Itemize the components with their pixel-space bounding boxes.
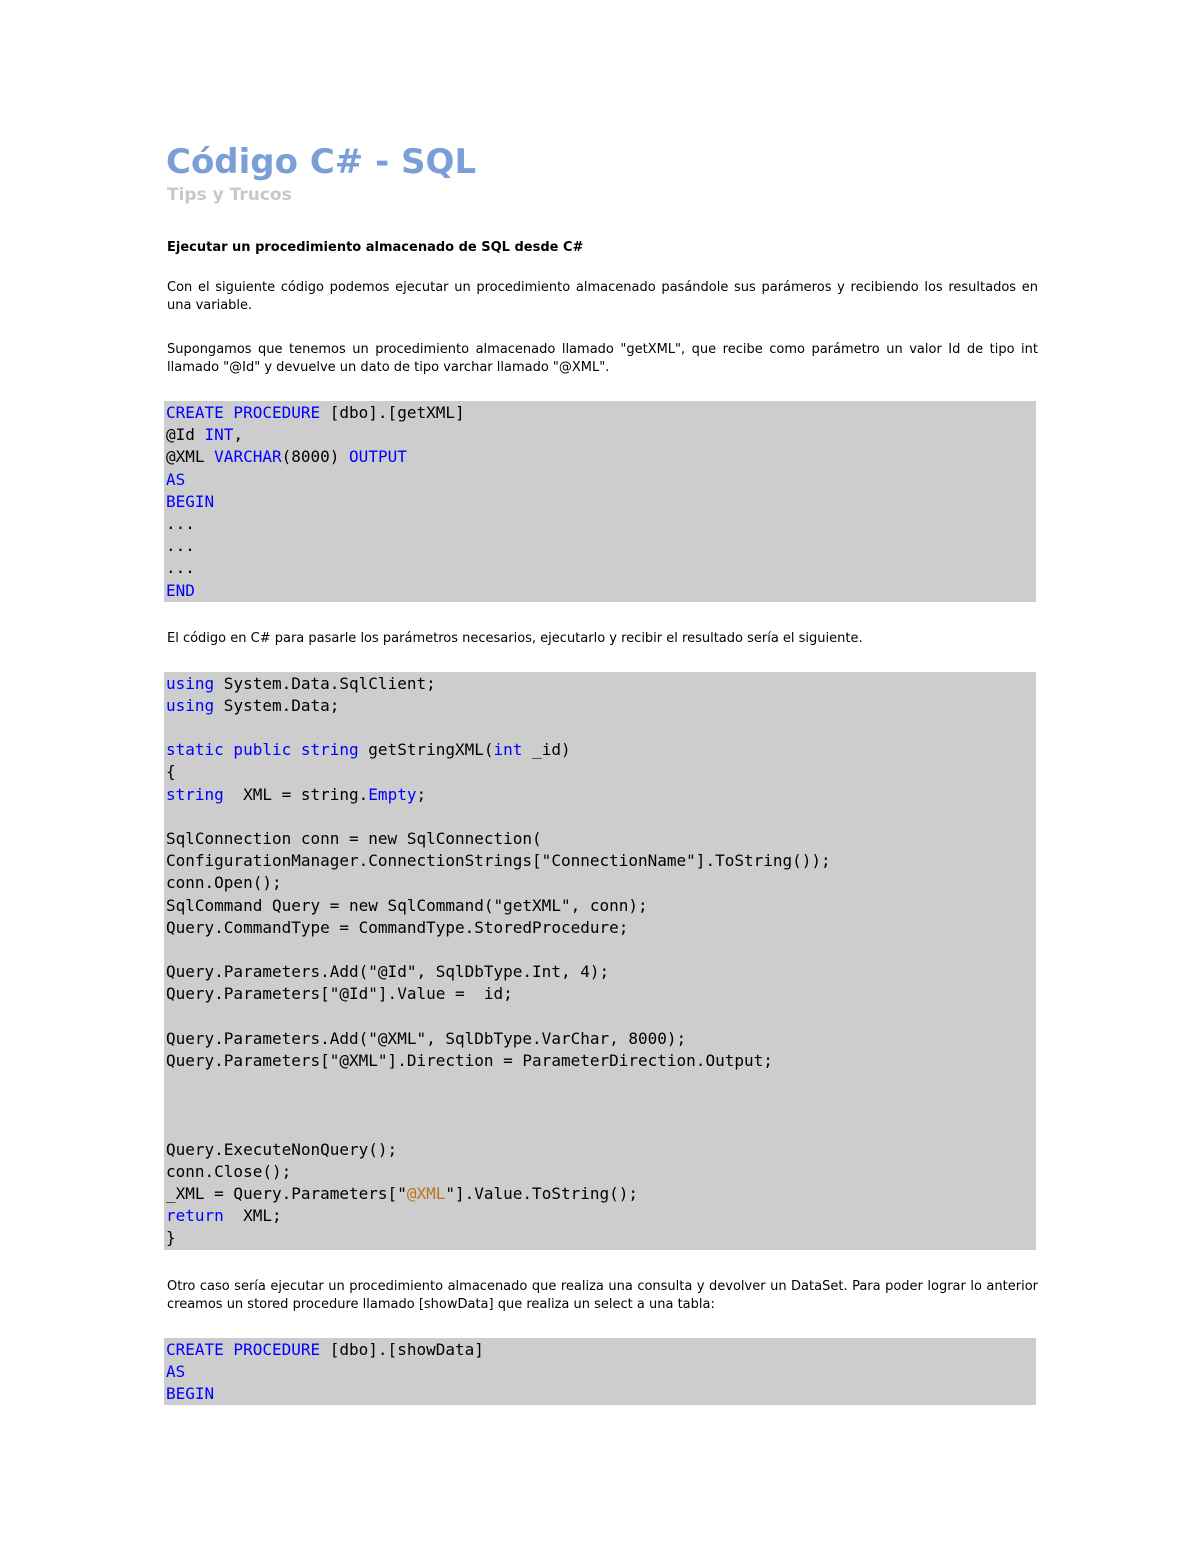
paragraph-csharp-intro: El código en C# para pasarle los parámetros necesarios, ejecutarlo y recibir el resultado sería el siguiente. [167,630,863,646]
code-token: return [166,1206,224,1226]
code-line [166,917,1036,939]
code-line [166,695,1036,717]
code-line [166,1116,1036,1138]
code-token: System.Data; [214,695,340,715]
code-token: @Id [166,425,205,445]
code-line [166,557,1036,579]
code-token: BEGIN [166,491,215,511]
code-token: ... [166,513,195,533]
code-line [166,513,1036,535]
code-token: INT [204,425,234,445]
code-token: XML; [223,1206,282,1226]
code-line [166,1339,1036,1361]
code-token: Query.CommandType = CommandType.StoredProcedure; [166,917,629,937]
code-token: static public string [166,740,359,760]
code-token: string [166,784,224,804]
code-token: { [166,762,176,782]
code-line [166,1072,1036,1094]
code-line [166,828,1036,850]
code-token: [dbo].[showData] [320,1339,484,1359]
code-token: Query.Parameters["@Id"].Value = id; [166,984,513,1004]
code-line [166,402,1036,424]
code-token: ; [416,784,427,804]
code-token: END [166,580,195,600]
code-token: ... [166,558,195,578]
paragraph-dataset-case: Otro caso sería ejecutar un procedimiento almacenado que realiza una consulta y devolver un DataSet. Para poder lograr lo anterior creamos un stored procedure llamado [showData] que realiza un select a una tabla: [167,1278,1038,1312]
code-token: int [493,740,523,760]
code-token: } [166,1228,176,1248]
paragraph-intro: Con el siguiente código podemos ejecutar un procedimiento almacenado pasándole sus parámeros y recibiendo los resultados en una variable. [167,280,1038,313]
code-token: AS [166,469,186,489]
code-line [166,1094,1036,1116]
code-token: _XML = Query.Parameters[" [166,1184,407,1203]
code-token: CREATE PROCEDURE [166,403,321,422]
code-token: @XML [406,1184,446,1203]
code-token: AS [166,1361,186,1381]
code-line [166,673,1036,695]
code-token: VARCHAR [214,447,282,467]
code-line [166,872,1036,894]
document-title: Código C# - SQL [166,142,477,182]
document-page [166,140,1038,1405]
code-token: conn.Open(); [166,873,282,893]
code-token: using [166,673,215,693]
code-line [166,784,1036,806]
code-line [166,895,1036,917]
code-line [166,1161,1036,1183]
code-token: ConfigurationManager.ConnectionStrings["ConnectionName"].ToString()); [166,851,831,871]
code-token: getStringXML( [358,740,494,760]
code-token: Query.ExecuteNonQuery(); [166,1139,398,1159]
code-line [166,491,1036,513]
code-token: using [166,695,215,715]
code-token: conn.Close(); [166,1161,292,1181]
code-line [166,717,1036,739]
code-line [166,1028,1036,1050]
code-token: Query.Parameters.Add("@Id", SqlDbType.Int, 4); [166,962,610,982]
code-token: OUTPUT [349,447,407,467]
code-token: [dbo].[getXML] [320,403,465,422]
document-subtitle: Tips y Trucos [167,185,292,205]
code-token: _id) [522,740,571,760]
code-line [166,469,1036,491]
code-line [166,961,1036,983]
code-line [166,580,1036,602]
code-line [166,761,1036,783]
code-line [166,1006,1036,1028]
code-line [166,535,1036,557]
section-heading: Ejecutar un procedimiento almacenado de SQL desde C# [167,240,584,255]
code-line [166,1183,1036,1205]
code-token: , [233,425,244,445]
code-token: CREATE PROCEDURE [166,1339,321,1359]
code-token: Empty [368,784,417,804]
paragraph-getxml-description: Supongamos que tenemos un procedimiento almacenado llamado "getXML", que recibe como parámetro un valor Id de tipo int llamado "@Id" y devuelve un dato de tipo varchar llamado "@XML". [167,342,1038,375]
code-token: Query.Parameters.Add("@XML", SqlDbType.VarChar, 8000); [166,1028,687,1048]
code-line [166,983,1036,1005]
code-token: "].Value.ToString(); [445,1184,639,1203]
code-token: ... [166,536,195,556]
code-line [166,1139,1036,1161]
code-token: System.Data.SqlClient; [214,673,436,693]
code-token: XML = string. [223,784,369,804]
code-line [166,1383,1036,1405]
code-token: (8000) [281,447,350,467]
code-line [166,1361,1036,1383]
code-token: SqlConnection conn = new SqlConnection( [166,829,542,848]
code-token: Query.Parameters["@XML"].Direction = ParameterDirection.Output; [166,1050,773,1070]
code-line [166,1050,1036,1072]
code-token: BEGIN [166,1383,215,1403]
code-block-sql-getxml [164,401,1036,602]
code-line [166,424,1036,446]
code-token: SqlCommand Query = new SqlCommand("getXML", conn); [166,895,648,915]
code-line [166,1205,1036,1227]
code-line [166,739,1036,761]
code-line [166,446,1036,468]
code-line [166,806,1036,828]
code-line [166,939,1036,961]
code-token: @XML [166,447,215,467]
code-line [166,1227,1036,1249]
code-block-sql-showdata [164,1338,1036,1406]
code-block-csharp-getstringxml [164,672,1036,1250]
code-line [166,850,1036,872]
